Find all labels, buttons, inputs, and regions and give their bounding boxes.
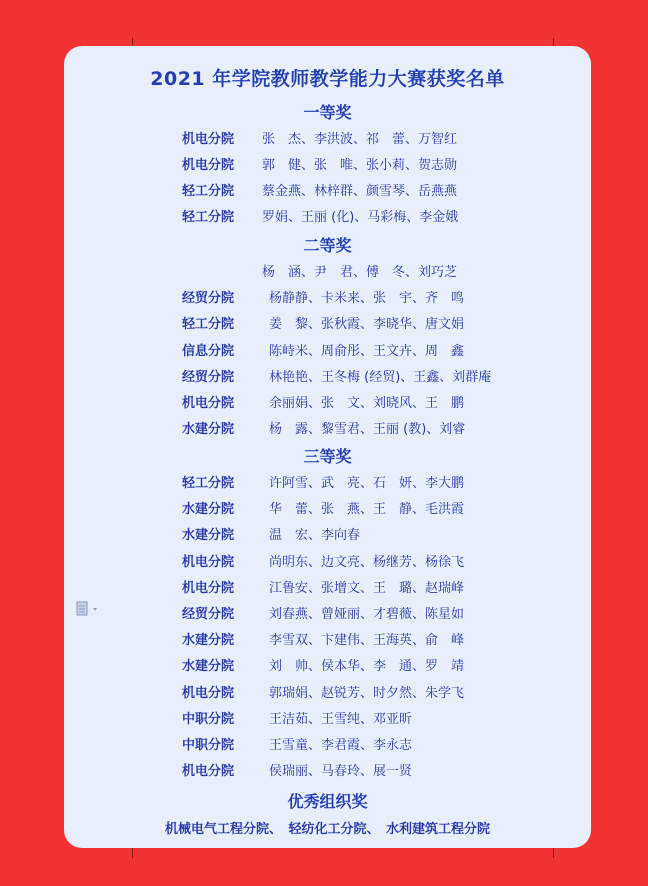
winner-row xyxy=(64,154,591,174)
winner-row xyxy=(64,629,591,649)
page-title: 2021 年学院教师教学能力大赛获奖名单 xyxy=(150,68,505,90)
department-label: 轻工分院 xyxy=(182,317,235,333)
department-label: 中职分院 xyxy=(182,738,235,753)
winner-names: 尚明东、边文亮、杨继芳、杨徐飞 xyxy=(269,554,465,570)
section-second-prize: 二等奖 xyxy=(303,236,352,255)
winner-names: 杨 涵、尹 君、傅 冬、刘巧芝 xyxy=(262,265,458,280)
winner-row xyxy=(64,708,591,728)
winner-row xyxy=(64,128,591,148)
winner-names: 李雪双、卞建伟、王海英、俞 峰 xyxy=(269,633,465,649)
winner-row xyxy=(64,760,591,780)
section-third-prize: 三等奖 xyxy=(303,447,352,466)
department-label: 轻工分院 xyxy=(182,210,235,225)
department-label: 机电分院 xyxy=(182,158,235,173)
department-label: 经贸分院 xyxy=(182,291,235,307)
winner-names: 江鲁安、张增文、王 璐、赵瑞峰 xyxy=(269,580,465,596)
department-label: 水建分院 xyxy=(182,502,235,518)
winner-row xyxy=(64,682,591,702)
department-label: 经贸分院 xyxy=(182,369,235,385)
winner-names: 侯瑞丽、马春玲、展一贤 xyxy=(269,764,413,780)
winner-names: 刘春燕、曾娅丽、才碧薇、陈星如 xyxy=(269,607,465,622)
department-label: 水建分院 xyxy=(182,528,235,544)
winner-names: 郭 健、张 唯、张小莉、贺志勋 xyxy=(262,158,458,173)
winner-names: 张 杰、李洪波、祁 蕾、万智红 xyxy=(262,132,458,147)
winner-names: 华 蕾、张 燕、王 静、毛洪霞 xyxy=(269,502,465,518)
winner-names: 罗娟、王丽 (化)、马彩梅、李金娥 xyxy=(262,210,459,225)
department-label: 水建分院 xyxy=(182,659,235,675)
winner-names: 姜 黎、张秋霞、李晓华、唐文娟 xyxy=(269,317,465,333)
award-list-card xyxy=(64,46,591,848)
department-label: 机电分院 xyxy=(182,580,235,596)
winner-names: 刘 帅、侯本华、李 通、罗 靖 xyxy=(269,659,465,675)
crop-mark-bottom-right xyxy=(553,848,554,858)
winner-names: 杨 露、黎雪君、王丽 (教)、刘睿 xyxy=(269,422,466,438)
winner-row xyxy=(64,366,591,386)
winner-names: 温 宏、李向春 xyxy=(269,528,361,544)
winner-names: 王雪童、李君霞、李永志 xyxy=(269,738,413,753)
winner-row xyxy=(64,603,591,623)
winner-names: 王洁茹、王雪纯、邓亚昕 xyxy=(269,711,413,727)
org-award-list: 机械电气工程分院、 轻纺化工分院、 水利建筑工程分院 xyxy=(164,822,490,837)
department-label: 机电分院 xyxy=(182,554,235,570)
winner-names: 郭瑞娟、赵锐芳、时夕然、朱学飞 xyxy=(269,685,465,701)
winner-row xyxy=(64,287,591,307)
winner-names: 陈峙米、周俞彤、王文卉、周 鑫 xyxy=(269,343,465,359)
winner-row xyxy=(64,551,591,571)
winner-row xyxy=(64,734,591,754)
department-label: 中职分院 xyxy=(182,711,235,727)
winner-row xyxy=(64,655,591,675)
winner-row xyxy=(64,418,591,438)
winner-names: 余丽娟、张 文、刘晓风、王 鹏 xyxy=(269,396,465,411)
winner-row xyxy=(64,313,591,333)
winner-names: 许阿雪、武 亮、石 妍、李大鹏 xyxy=(269,476,465,491)
department-label: 经贸分院 xyxy=(182,607,235,622)
winner-row xyxy=(64,472,591,492)
department-label: 水建分院 xyxy=(182,422,235,438)
winner-row xyxy=(64,180,591,200)
winner-names: 杨静静、卡米来、张 宇、齐 鸣 xyxy=(269,291,465,307)
department-label: 机电分院 xyxy=(182,132,235,147)
department-label: 轻工分院 xyxy=(182,476,235,491)
winner-row xyxy=(64,524,591,544)
section-org-award: 优秀组织奖 xyxy=(287,792,368,811)
department-label: 信息分院 xyxy=(182,343,235,359)
department-label: 水建分院 xyxy=(182,633,235,649)
winner-names: 蔡金燕、林梓群、颜雪琴、岳燕燕 xyxy=(262,184,458,199)
department-label: 机电分院 xyxy=(182,685,235,701)
winner-row xyxy=(64,498,591,518)
winner-row xyxy=(64,206,591,226)
winner-row xyxy=(64,577,591,597)
department-label: 机电分院 xyxy=(182,764,235,780)
winner-names: 林艳艳、王冬梅 (经贸)、王鑫、刘群庵 xyxy=(269,369,492,385)
winner-row xyxy=(64,392,591,412)
department-label: 机电分院 xyxy=(182,396,235,411)
document-icon[interactable] xyxy=(76,600,102,618)
winner-row xyxy=(64,340,591,360)
department-label: 轻工分院 xyxy=(182,184,235,199)
crop-mark-bottom-left xyxy=(132,848,133,858)
section-first-prize: 一等奖 xyxy=(303,103,352,122)
winner-row xyxy=(64,261,591,281)
